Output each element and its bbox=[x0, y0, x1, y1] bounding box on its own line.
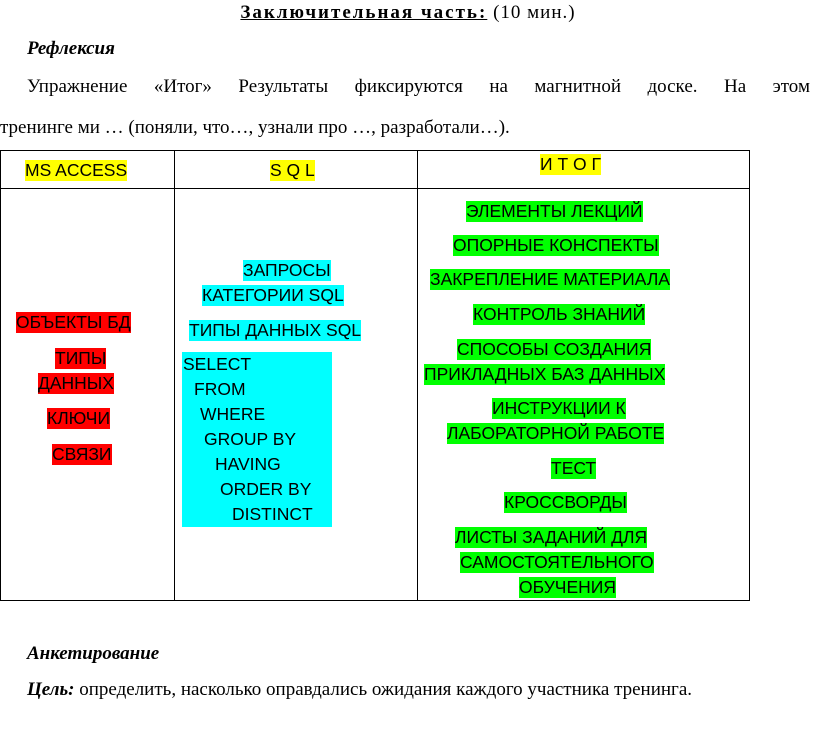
col3-item: ПРИКЛАДНЫХ БАЗ ДАННЫХ bbox=[424, 364, 666, 384]
word: этом bbox=[772, 76, 810, 97]
survey-heading: Анкетирование bbox=[27, 643, 160, 664]
col1-item: СВЯЗИ bbox=[52, 444, 112, 464]
table-border-top bbox=[0, 150, 750, 151]
table-border-right bbox=[749, 150, 750, 601]
col2-item: ЗАПРОСЫ bbox=[243, 260, 331, 280]
col3-item: ЛИСТЫ ЗАДАНИЙ ДЛЯ bbox=[455, 527, 648, 547]
header-itog: И Т О Г bbox=[540, 154, 601, 174]
results-table bbox=[0, 150, 750, 601]
col2-item: ТИПЫ ДАННЫХ SQL bbox=[189, 320, 362, 340]
title-duration: (10 мин.) bbox=[487, 2, 576, 23]
sql-keyword: DISTINCT bbox=[232, 504, 313, 524]
col1-item: КЛЮЧИ bbox=[47, 408, 111, 428]
sql-keywords-block bbox=[182, 352, 332, 527]
word: «Итог» bbox=[153, 76, 212, 97]
col2-item: КАТЕГОРИИ SQL bbox=[202, 285, 344, 305]
goal-label: Цель: bbox=[27, 679, 75, 700]
word: на bbox=[489, 76, 508, 97]
col1-item: ОБЪЕКТЫ БД bbox=[16, 312, 131, 332]
header-sql: S Q L bbox=[270, 160, 315, 180]
col3-item: КРОССВОРДЫ bbox=[504, 492, 627, 512]
col3-item: ЛАБОРАТОРНОЙ РАБОТЕ bbox=[447, 423, 665, 443]
goal-text: определить, насколько оправдались ожидания каждого участника тренинга. bbox=[74, 679, 693, 700]
col3-item: ИНСТРУКЦИИ К bbox=[492, 398, 626, 418]
col3-item: САМОСТОЯТЕЛЬНОГО bbox=[460, 552, 654, 572]
reflection-heading: Рефлексия bbox=[27, 38, 115, 59]
col3-item: ОБУЧЕНИЯ bbox=[519, 577, 617, 597]
header-ms-access: MS ACCESS bbox=[25, 160, 128, 180]
col3-item: ЭЛЕМЕНТЫ ЛЕКЦИЙ bbox=[466, 201, 643, 221]
table-divider-2 bbox=[417, 150, 418, 601]
word: На bbox=[723, 76, 747, 97]
word: магнитной bbox=[534, 76, 622, 97]
page-title bbox=[0, 2, 816, 24]
col3-item: ТЕСТ bbox=[551, 458, 597, 478]
table-border-bottom bbox=[0, 600, 750, 601]
col1-item: ДАННЫХ bbox=[38, 373, 114, 393]
col3-item: ЗАКРЕПЛЕНИЕ МАТЕРИАЛА bbox=[430, 269, 670, 289]
col3-item: СПОСОБЫ СОЗДАНИЯ bbox=[457, 339, 652, 359]
word: доске. bbox=[647, 76, 698, 97]
table-border-left bbox=[0, 150, 1, 601]
sql-keyword: ORDER BY bbox=[220, 479, 312, 499]
reflection-paragraph-line2: тренинге ми … (поняли, что…, узнали про …, разработали…). bbox=[0, 117, 510, 138]
sql-keyword: HAVING bbox=[215, 454, 281, 474]
table-border-header bbox=[0, 188, 750, 189]
word: Результаты bbox=[238, 76, 329, 97]
sql-keyword: WHERE bbox=[200, 404, 266, 424]
col3-item: КОНТРОЛЬ ЗНАНИЙ bbox=[473, 304, 646, 324]
sql-keyword: SELECT bbox=[183, 354, 252, 374]
col1-item: ТИПЫ bbox=[55, 348, 107, 368]
sql-keyword: GROUP BY bbox=[204, 429, 297, 449]
title-bold: Заключительная часть: bbox=[240, 2, 488, 23]
word: Упражнение bbox=[27, 76, 128, 97]
sql-keyword: FROM bbox=[194, 379, 246, 399]
table-divider-1 bbox=[174, 150, 175, 601]
reflection-paragraph-line1 bbox=[27, 76, 810, 98]
word: фиксируются bbox=[354, 76, 463, 97]
survey-goal bbox=[27, 679, 692, 701]
col3-item: ОПОРНЫЕ КОНСПЕКТЫ bbox=[453, 235, 659, 255]
